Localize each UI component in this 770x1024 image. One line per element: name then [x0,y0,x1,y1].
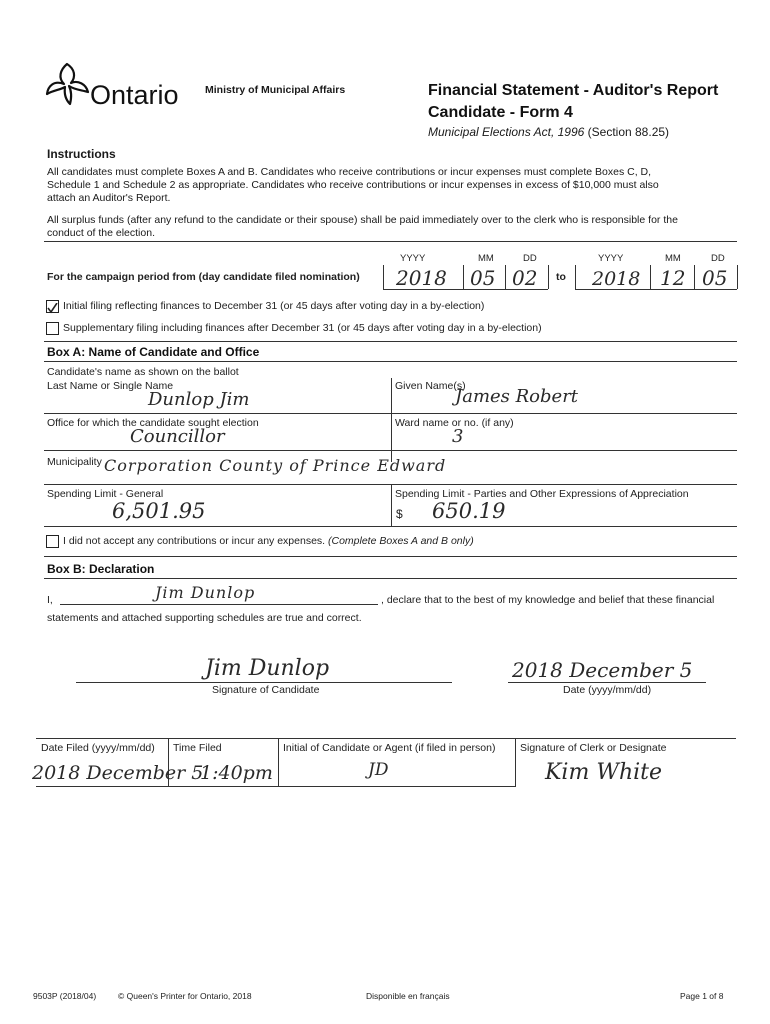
box-a-title: Box A: Name of Candidate and Office [47,345,260,359]
candidate-signature[interactable]: Jim Dunlop [205,656,330,681]
municipality-field[interactable]: Corporation County of Prince Edward [104,456,447,475]
last-name-field[interactable]: Dunlop Jim [148,389,250,410]
to-day-field[interactable]: 05 [702,266,728,290]
clerk-signature-field[interactable]: Kim White [545,760,663,785]
date-label: Date (yyyy/mm/dd) [563,684,652,696]
checkmark-icon [47,303,58,314]
municipality-label: Municipality [47,456,102,468]
ontario-wordmark: Ontario [90,80,179,110]
instructions-paragraph-2: All surplus funds (after any refund to the candidate or their spouse) shall be paid immediately over to the clerk who is responsible for the conduct of the election. [47,214,678,239]
instructions-heading: Instructions [47,147,116,161]
initial-filing-label: Initial filing reflecting finances to December 31 (or 45 days after voting day in a by-election) [63,300,485,312]
col-mm-from: MM [478,253,494,264]
to-month-field[interactable]: 12 [660,266,686,290]
declarant-name-field[interactable]: Jim Dunlop [155,583,256,602]
spending-parties-label: Spending Limit - Parties and Other Expressions of Appreciation [395,488,689,500]
col-mm-to: MM [665,253,681,264]
declaration-text: , declare that to the best of my knowledge and belief that these financial [381,594,715,606]
from-year-field[interactable]: 2018 [396,266,447,290]
no-contributions-checkbox[interactable] [46,535,59,548]
date-filed-field[interactable]: 2018 December 5 [32,762,204,784]
given-name-label: Given Name(s) [395,380,466,392]
printer-credit: © Queen's Printer for Ontario, 2018 [118,991,252,1001]
dollar-sign: $ [396,507,403,521]
from-day-field[interactable]: 02 [512,266,538,290]
to-label: to [556,271,566,283]
french-availability: Disponible en français [366,991,450,1001]
col-dd-from: DD [523,253,537,264]
office-field[interactable]: Councillor [130,426,225,447]
spending-parties-field[interactable]: 650.19 [432,499,506,523]
spending-general-field[interactable]: 6,501.95 [112,499,206,523]
supplementary-filing-checkbox[interactable] [46,322,59,335]
ballot-name-label: Candidate's name as shown on the ballot [47,366,239,378]
time-filed-label: Time Filed [173,742,222,754]
ward-label: Ward name or no. (if any) [395,417,514,429]
col-yyyy-from: YYYY [400,253,426,264]
form-title: Financial Statement - Auditor's Report [428,82,719,99]
declaration-date-field[interactable]: 2018 December 5 [512,658,693,682]
spending-general-label: Spending Limit - General [47,488,164,500]
office-label: Office for which the candidate sought election [47,417,259,429]
supplementary-filing-label: Supplementary filing including finances after December 31 (or 45 days after voting day in a by-election) [63,322,542,334]
initial-filing-checkbox[interactable] [46,300,59,313]
agent-initial-field[interactable]: JD [368,760,389,780]
form-subtitle: Candidate - Form 4 [428,104,573,121]
from-month-field[interactable]: 05 [470,266,496,290]
date-filed-label: Date Filed (yyyy/mm/dd) [41,742,155,754]
time-filed-field[interactable]: 1:40pm [200,762,273,784]
initial-label: Initial of Candidate or Agent (if filed in person) [283,742,496,754]
given-name-field[interactable]: James Robert [455,386,579,407]
signature-label: Signature of Candidate [212,684,320,696]
ward-field[interactable]: 3 [452,426,464,447]
campaign-period-label: For the campaign period from (day candidate filed nomination) [47,271,360,283]
no-contributions-label: I did not accept any contributions or incur any expenses. (Complete Boxes A and B only) [63,535,474,547]
page-number: Page 1 of 8 [680,991,724,1001]
col-yyyy-to: YYYY [598,253,624,264]
form-code: 9503P (2018/04) [33,991,97,1001]
box-b-title: Box B: Declaration [47,562,155,576]
clerk-signature-label: Signature of Clerk or Designate [520,742,667,754]
trillium-logo-icon [44,60,90,106]
declaration-text-continued: statements and attached supporting schedules are true and correct. [47,612,362,624]
col-dd-to: DD [711,253,725,264]
instructions-paragraph-1: All candidates must complete Boxes A and B. Candidates who receive contributions or incur expenses must complete Boxes C, D, Schedule 1 and Schedule 2 as appropriate. Candidates who receive contributions or incur expenses in excess of $10,000 must also attach an Auditor's Report. [47,166,659,204]
divider [44,241,737,242]
last-name-label: Last Name or Single Name [47,380,174,392]
to-year-field[interactable]: 2018 [592,268,641,290]
declaration-i-label: I, [47,594,53,606]
ministry-name: Ministry of Municipal Affairs [205,84,346,96]
act-reference: Municipal Elections Act, 1996 (Section 88.25) [428,125,670,139]
